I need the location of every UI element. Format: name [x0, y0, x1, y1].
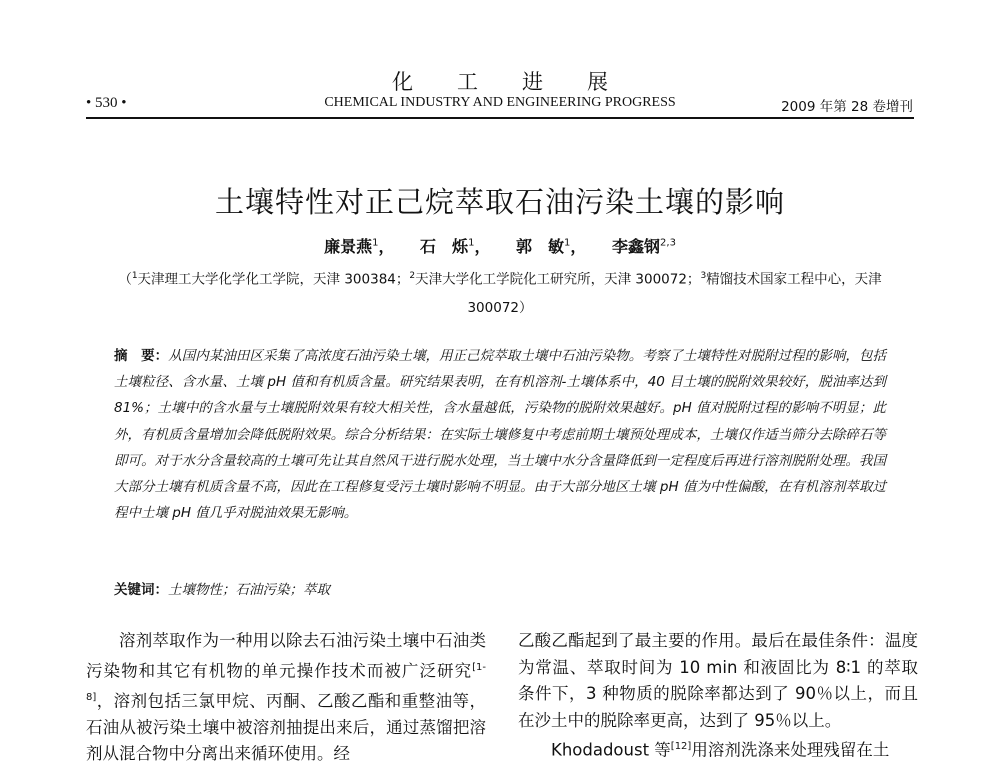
abstract: [114, 343, 886, 526]
keywords-label: 关键词：: [114, 582, 168, 598]
affiliation: （$^1$天津理工大学化学化工学院，天津 300384；$^2$天津大学化工学院化工研究所，天津 300072；$^3$精馏技术国家工程中心，天津 300072）: [118, 271, 882, 316]
abstract-label: 摘 要：: [114, 348, 169, 364]
header-rule: [86, 117, 914, 119]
paragraph: 乙酸乙酯起到了最主要的作用。最后在最佳条件：温度为常温、萃取时间为 10 min 和液固比为 8∶1 的萃取条件下，3 种物质的脱除率都达到了 90％以上，而且在沙土中的脱除率更高，达到了 95％以上。: [518, 631, 918, 730]
paragraph: Khodadoust 等[12]用溶剂洗涤来处理残留在土: [551, 740, 890, 760]
paragraph: 溶剂萃取作为一种用以除去石油污染土壤中石油类污染物和其它有机物的单元操作技术而被广泛研究[1-8]，溶剂包括三氯甲烷、丙酮、乙酸乙酯和重整油等，石油从被污染土壤中被溶剂抽提出来后，通过蒸馏把溶剂从混合物中分离出来循环使用。经: [86, 631, 486, 763]
citation: [1-8]: [86, 661, 486, 703]
keywords: [114, 578, 886, 598]
keywords-text: 土壤物性；石油污染；萃取: [168, 582, 330, 598]
abstract-text: 从国内某油田区采集了高浓度石油污染土壤，用正己烷萃取土壤中石油污染物。考察了土壤特性对脱附过程的影响，包括土壤粒径、含水量、土壤 pH 值和有机质含量。研究结果表明，在有机溶剂-土壤体系中，40 目土壤的脱附效果较好，脱油率达到 81%；土壤中的含水量与土壤脱附效果有较大相关性，含水量越低，污染物的脱附效果越好。pH 值对脱附过程的影响不明显；此外，有机质含量增加会降低脱附效果。综合分析结果：在实际土壤修复中考虑前期土壤预处理成本，土壤仅作适当筛分去除碎石等即可。对于水分含量较高的土壤可先让其自然风干进行脱水处理，当土壤中水分含量降低到一定程度后再进行溶剂脱附处理。我国大部分土壤有机质含量不高，因此在工程修复受污土壤时影响不明显。由于大部分地区土壤 pH 值为中性偏酸，在有机溶剂萃取过程中土壤 pH 值几乎对脱油效果无影响。: [114, 348, 887, 522]
page-number: • 530 •: [86, 95, 127, 111]
body-column-left: [86, 628, 486, 768]
issue-info: 2009 年第 28 卷增刊: [781, 99, 913, 115]
author: 石 烁$^1$，: [420, 237, 491, 256]
author-list: [0, 234, 1000, 257]
journal-title-cn: 化工进展: [392, 70, 652, 94]
author: 郭 敏$^1$，: [516, 237, 587, 256]
paper-title: 土壤特性对正己烷萃取石油污染土壤的影响: [214, 185, 785, 219]
citation: [12]: [670, 741, 692, 752]
journal-title-en: CHEMICAL INDUSTRY AND ENGINEERING PROGRESS: [324, 95, 676, 110]
author: 廉景燕$^1$，: [324, 237, 395, 256]
author: 李鑫钢$^{2,3}$: [612, 237, 676, 256]
body-column-right: [518, 628, 918, 764]
